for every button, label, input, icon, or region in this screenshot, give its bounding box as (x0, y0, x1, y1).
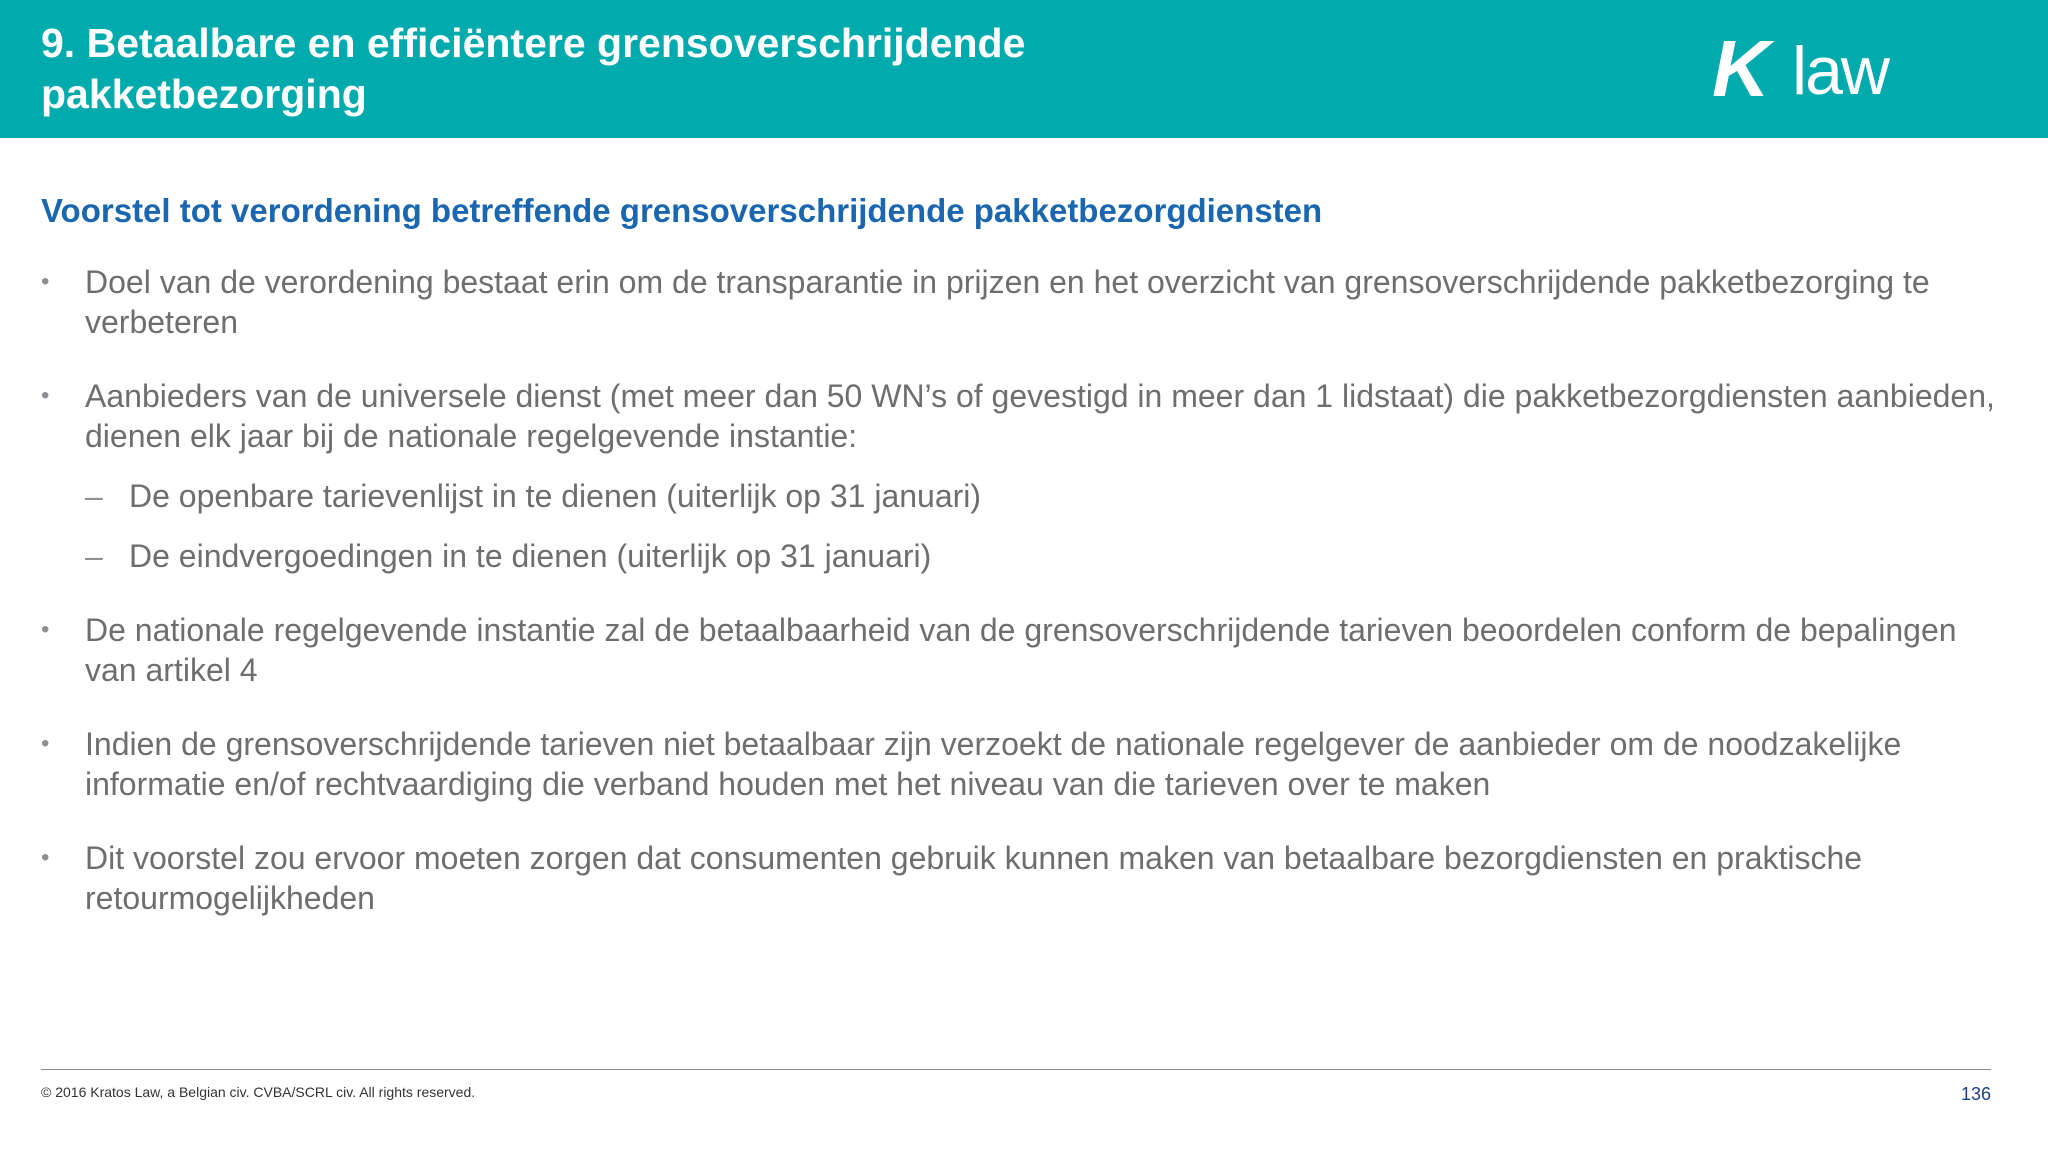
bullet-item (0, 610, 2015, 690)
bullet-text: Aanbieders van de universele dienst (met meer dan 50 WN’s of gevestigd in meer dan 1 lidstaat) die pakketbezorgdiensten aanbieden, dienen elk jaar bij de nationale regelgevende instantie: (85, 378, 1995, 454)
bullet-text: Doel van de verordening bestaat erin om de transparantie in prijzen en het overzicht van grensoverschrijdende pakketbezorging te verbeteren (85, 264, 1930, 340)
bullet-marker: • (41, 268, 50, 295)
sub-bullet-text: De eindvergoedingen in te dienen (uiterlijk op 31 januari) (129, 538, 932, 574)
bullet-marker: • (41, 616, 50, 643)
bullet-marker: • (41, 382, 50, 409)
bullet-item (0, 376, 2015, 456)
sub-bullet-item (0, 536, 2048, 576)
sub-bullet-item (0, 476, 2048, 516)
bullet-text: Dit voorstel zou ervoor moeten zorgen dat consumenten gebruik kunnen maken van betaalbare bezorgdiensten en praktische retourmogelijkheden (85, 840, 1863, 916)
bullet-list (0, 262, 2048, 952)
bullet-text: De nationale regelgevende instantie zal de betaalbaarheid van de grensoverschrijdende tarieven beoordelen conform de bepalingen van artikel 4 (85, 612, 1957, 688)
klaw-logo (1710, 28, 1940, 108)
header-bar (0, 0, 2048, 138)
footer-divider (41, 1069, 1991, 1070)
logo-word-law: law (1792, 33, 1889, 108)
sub-bullet-marker: – (85, 538, 103, 574)
sub-bullet-marker: – (85, 478, 103, 514)
logo-letter-k: K (1712, 28, 1770, 108)
bullet-item (0, 262, 2015, 342)
bullet-item (0, 838, 2015, 918)
sub-bullet-text: De openbare tarievenlijst in te dienen (uiterlijk op 31 januari) (129, 478, 982, 514)
bullet-marker: • (41, 730, 50, 757)
bullet-item (0, 724, 2015, 804)
copyright-notice: © 2016 Kratos Law, a Belgian civ. CVBA/SCRL civ. All rights reserved. (41, 1084, 476, 1100)
bullet-text: Indien de grensoverschrijdende tarieven niet betaalbaar zijn verzoekt de nationale regelgever de aanbieder om de noodzakelijke informatie en/of rechtvaardiging die verband houden met het niveau van die tarieven over te maken (85, 726, 1902, 802)
section-subtitle: Voorstel tot verordening betreffende grensoverschrijdende pakketbezorgdiensten (41, 192, 1323, 229)
page-title: 9. Betaalbare en efficiëntere grensoverschrijdende pakketbezorging (41, 20, 1026, 117)
sub-bullet-list (0, 476, 2048, 576)
page-number: 136 (1960, 1084, 1991, 1104)
bullet-marker: • (41, 844, 50, 871)
